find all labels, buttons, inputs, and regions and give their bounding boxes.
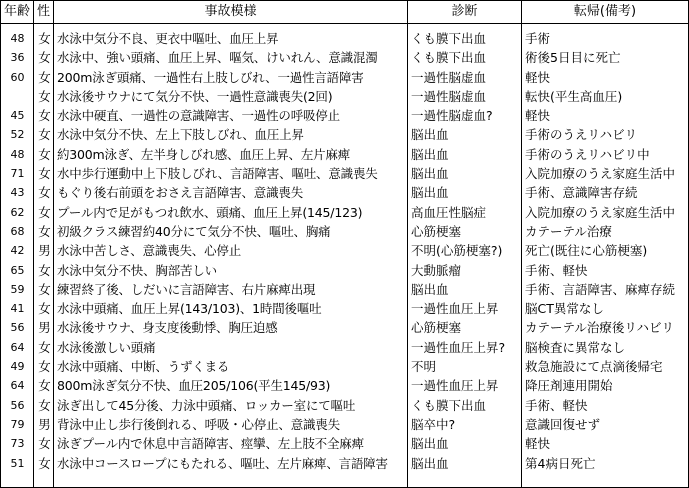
cell-sex: 女 [38, 204, 51, 220]
table-row [1, 145, 688, 164]
header-age: 年齢 [3, 4, 30, 19]
cell-age: 62 [10, 205, 25, 219]
cell-accident: 水泳中頭痛、血圧上昇(143/103)、1時間後嘔吐 [57, 301, 322, 317]
cell-accident: 水泳中硬直、一過性の意識障害、一過性の呼吸停止 [57, 108, 340, 124]
cell-diagnosis: 脳卒中? [411, 416, 456, 432]
cell-sex: 女 [38, 31, 51, 46]
header-outcome: 転帰(備考) [573, 4, 637, 19]
table-row [1, 222, 688, 241]
cell-age: 36 [10, 51, 25, 65]
cell-outcome: 手術のうえリハビリ中 [525, 146, 650, 162]
cell-accident: 泳ぎプール内で休息中言語障害、痙攣、左上肢不全麻痺 [57, 436, 364, 452]
cell-accident: 水泳中頭痛、中断、うずくまる [57, 359, 230, 375]
cell-outcome: 救急施設にて点滴後帰宅 [525, 359, 663, 375]
cell-diagnosis: 脳出血 [411, 166, 449, 182]
table-row [1, 338, 688, 357]
cell-age: 51 [10, 456, 25, 470]
table-row [1, 454, 688, 473]
cell-sex: 女 [38, 359, 51, 375]
cell-accident: 水泳後激しい頭痛 [57, 339, 156, 355]
cell-accident: もぐり後右前頭をおさえ言語障害、意識喪失 [57, 185, 304, 201]
cell-sex: 女 [38, 223, 51, 239]
cell-sex: 女 [38, 50, 51, 66]
table-row [1, 299, 688, 318]
cell-age: 48 [10, 147, 25, 161]
cell-sex: 女 [38, 127, 51, 143]
cell-sex: 女 [38, 108, 51, 124]
cell-outcome: 手術、意識障害存続 [525, 185, 638, 201]
cell-outcome: 軽快 [525, 69, 551, 85]
cell-age: 60 [10, 70, 25, 84]
cell-diagnosis: 脳出血 [411, 281, 449, 297]
cell-accident: 水泳後サウナ、身支度後動悸、胸圧迫感 [57, 320, 278, 336]
cell-accident: 水泳中苦しさ、意識喪失、心停止 [57, 243, 242, 259]
cell-sex: 女 [38, 397, 51, 413]
cell-accident: 水泳中気分不良、更衣中嘔吐、血圧上昇 [57, 31, 279, 46]
cell-sex: 女 [38, 281, 51, 297]
cell-diagnosis: 脳出血 [411, 455, 449, 471]
cell-sex: 女 [38, 88, 51, 104]
cell-outcome: 脳CT異常なし [525, 301, 604, 317]
cell-outcome: 術後5日目に死亡 [525, 50, 621, 66]
cell-accident: 水泳後サウナにて気分不快、一過性意識喪失(2回) [57, 88, 333, 104]
header-accident: 事故模様 [204, 4, 257, 19]
table-body [1, 29, 688, 473]
cell-accident: 800m泳ぎ気分不快、血圧205/106(平生145/93) [57, 378, 331, 394]
table-row [1, 106, 688, 125]
cell-sex: 女 [38, 436, 51, 452]
cell-outcome: 軽快 [525, 436, 551, 452]
cell-accident: プール内で足がもつれ飲水、頭痛、血圧上昇(145/123) [57, 204, 363, 220]
cell-diagnosis: 脳出血 [411, 146, 449, 162]
cell-age: 56 [10, 398, 25, 412]
table-row [1, 318, 688, 337]
table-row [1, 87, 688, 106]
cell-diagnosis: 心筋梗塞 [411, 320, 462, 336]
cell-age: 56 [10, 321, 25, 335]
cell-outcome: 手術のうえリハビリ [525, 127, 638, 143]
cell-sex: 女 [38, 378, 51, 394]
cell-age: 48 [10, 32, 25, 45]
cell-outcome: 意識回復せず [525, 416, 601, 432]
cell-age: 52 [10, 128, 25, 142]
cell-diagnosis: くも膜下出血 [411, 397, 487, 413]
cell-age: 64 [10, 340, 25, 354]
cell-diagnosis: 不明 [411, 359, 437, 375]
cell-accident: 練習終了後、しだいに言語障害、右片麻痺出現 [57, 281, 316, 297]
cell-diagnosis: 脳出血 [411, 436, 449, 452]
cell-diagnosis: 一過性血圧上昇 [411, 301, 499, 317]
cell-accident: 水泳中気分不快、左上下肢しびれ、血圧上昇 [57, 127, 304, 143]
cell-accident: 水中歩行運動中上下肢しびれ、言語障害、嘔吐、意識喪失 [57, 166, 378, 182]
cell-outcome: 入院加療のうえ家庭生活中 [525, 166, 676, 182]
cell-sex: 女 [38, 166, 51, 182]
table-row [1, 434, 688, 453]
cell-diagnosis: くも膜下出血 [411, 50, 487, 66]
cell-accident: 水泳中コースロープにもたれる、嘔吐、左片麻痺、言語障害 [57, 455, 388, 471]
cell-diagnosis: 一過性脳虚血? [411, 108, 493, 124]
cell-outcome: 転快(平生高血圧) [525, 88, 623, 104]
table-row [1, 203, 688, 222]
cell-age: 79 [10, 417, 25, 431]
cell-sex: 女 [38, 339, 51, 355]
table-row [1, 68, 688, 87]
cell-age: 49 [10, 360, 25, 374]
table-row [1, 241, 688, 260]
cell-age [1, 87, 34, 106]
cell-accident: 背泳中止し歩行後倒れる、呼吸・心停止、意識喪失 [57, 416, 340, 432]
table-row [1, 164, 688, 183]
table-row [1, 415, 688, 434]
cell-outcome: 降圧剤連用開始 [525, 378, 613, 394]
cell-accident: 初級クラス練習約40分にて気分不快、嘔吐、胸痛 [57, 223, 331, 239]
cell-diagnosis: くも膜下出血 [411, 31, 487, 46]
cell-accident: 約300m泳ぎ、左半身しびれ感、血圧上昇、左片麻痺 [57, 146, 351, 162]
table-row [1, 396, 688, 415]
cell-outcome: 手術、軽快 [525, 397, 588, 413]
cell-diagnosis: 一過性血圧上昇? [411, 339, 506, 355]
cell-accident: 200m泳ぎ頭痛、一過性右上肢しびれ、一過性言語障害 [57, 69, 364, 85]
cell-sex: 女 [38, 69, 51, 85]
cell-accident: 泳ぎ出して45分後、力泳中頭痛、ロッカー室にて嘔吐 [57, 397, 356, 413]
cell-sex: 男 [38, 243, 51, 259]
cell-outcome: 手術、言語障害、麻痺存続 [525, 281, 676, 297]
cell-age: 65 [10, 263, 25, 277]
cell-sex: 男 [38, 416, 51, 432]
cell-diagnosis: 一過性脳虚血 [411, 88, 487, 104]
cell-outcome: 死亡(既往に心筋梗塞) [525, 243, 648, 259]
cell-age: 73 [10, 437, 25, 451]
cell-age: 68 [10, 224, 25, 238]
table-row [1, 183, 688, 202]
header-sex: 性 [36, 4, 50, 19]
cell-diagnosis: 大動脈瘤 [411, 262, 462, 278]
table-row [1, 280, 688, 299]
cell-diagnosis: 高血圧性脳症 [411, 204, 487, 220]
cell-outcome: 手術 [525, 31, 551, 46]
cell-sex: 女 [38, 185, 51, 201]
cell-sex: 男 [38, 320, 51, 336]
cell-outcome: 脳検査に異常なし [525, 339, 626, 355]
cell-diagnosis: 不明(心筋梗塞?) [411, 243, 503, 259]
cell-age: 41 [10, 302, 25, 316]
header-divider [1, 23, 688, 24]
cell-diagnosis: 脳出血 [411, 127, 449, 143]
cell-age: 43 [10, 186, 25, 200]
table-row [1, 29, 688, 48]
cell-diagnosis: 一過性脳虚血 [411, 69, 487, 85]
cell-sex: 女 [38, 455, 51, 471]
cell-diagnosis: 脳出血 [411, 185, 449, 201]
header-diagnosis: 診断 [451, 4, 478, 19]
cell-sex: 女 [38, 262, 51, 278]
cell-diagnosis: 心筋梗塞 [411, 223, 462, 239]
table-header [1, 1, 688, 23]
cell-outcome: 第4病日死亡 [525, 455, 596, 471]
cell-sex: 女 [38, 146, 51, 162]
table-row [1, 48, 688, 67]
cell-age: 45 [10, 109, 25, 123]
cell-age: 42 [10, 244, 25, 258]
table-row [1, 357, 688, 376]
cell-outcome: カテーテル治療 [525, 223, 612, 239]
cell-sex: 女 [38, 301, 51, 317]
cell-age: 64 [10, 379, 25, 393]
cell-outcome: 手術、軽快 [525, 262, 588, 278]
cell-diagnosis: 一過性血圧上昇 [411, 378, 499, 394]
cell-age: 71 [10, 167, 25, 181]
cell-outcome: 入院加療のうえ家庭生活中 [525, 204, 676, 220]
table-row [1, 261, 688, 280]
cell-accident: 水泳中、強い頭痛、血圧上昇、嘔気、けいれん、意識混濁 [57, 50, 378, 66]
table-row [1, 376, 688, 395]
table-row [1, 125, 688, 144]
cell-outcome: 軽快 [525, 108, 551, 124]
cell-accident: 水泳中気分不快、胸部苦しい [57, 262, 217, 278]
cell-age: 59 [10, 282, 25, 296]
cell-outcome: カテーテル治療後リハビリ [525, 320, 675, 336]
